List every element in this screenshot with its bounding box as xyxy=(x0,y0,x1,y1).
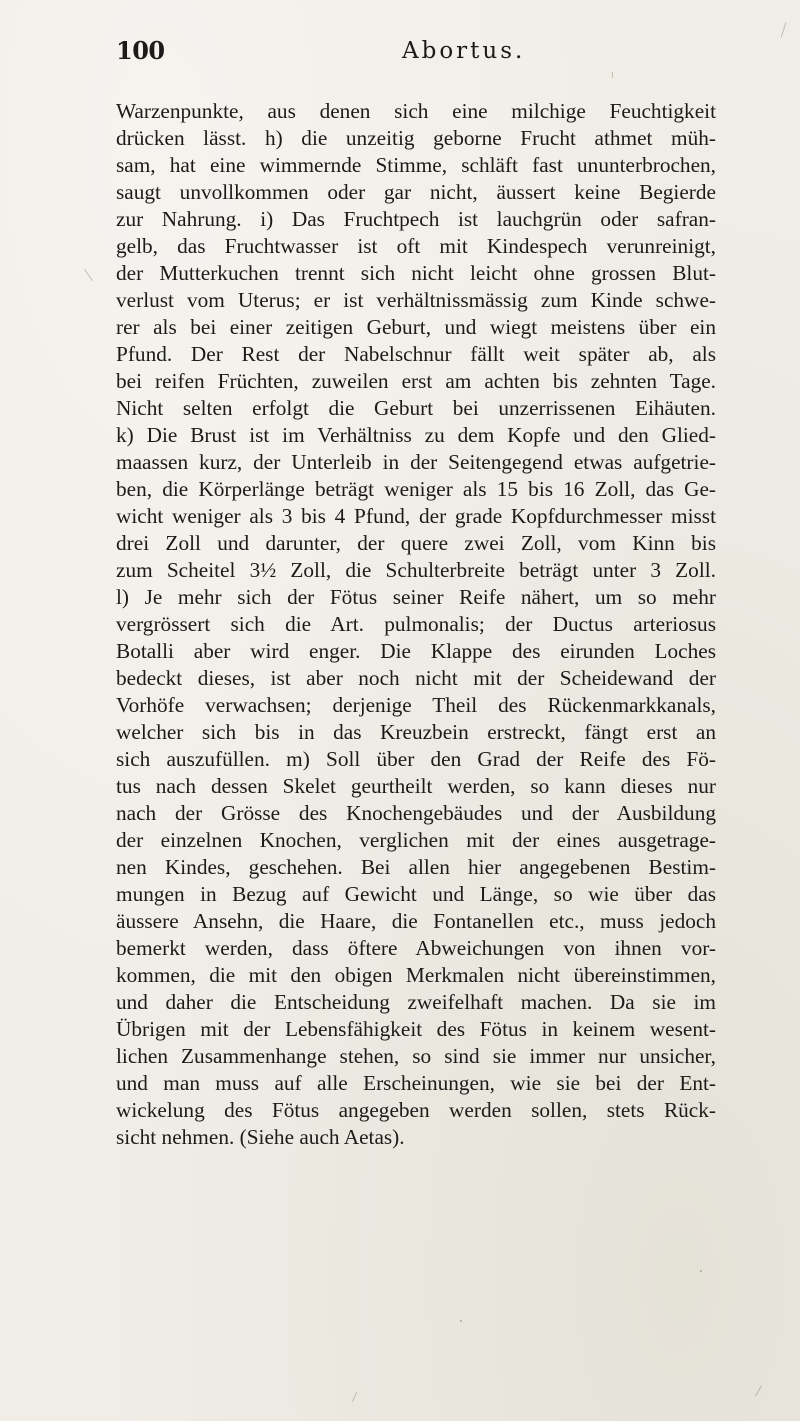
paper-speck xyxy=(84,269,93,281)
text-line: bei reifen Früchten, zuweilen erst am achten bis zehnten Tage. xyxy=(116,369,716,393)
text-line: und daher die Entscheidung zweifelhaft machen. Da sie im xyxy=(116,990,716,1014)
text-line: drei Zoll und darunter, der quere zwei Zoll, vom Kinn bis xyxy=(116,531,716,555)
text-line: zum Scheitel 3½ Zoll, die Schulterbreite beträgt unter 3 Zoll. xyxy=(116,558,716,582)
paper-speck xyxy=(781,22,787,38)
text-line: welcher sich bis in das Kreuzbein erstreckt, fängt erst an xyxy=(116,720,716,744)
running-title: Abortus. xyxy=(402,38,526,64)
text-line: drücken lässt. h) die unzeitig geborne Frucht athmet müh- xyxy=(116,126,716,150)
text-line: Vorhöfe verwachsen; derjenige Theil des Rückenmarkkanals, xyxy=(116,693,716,717)
text-line: sich auszufüllen. m) Soll über den Grad der Reife des Fö- xyxy=(116,747,716,771)
text-line: kommen, die mit den obigen Merkmalen nicht übereinstimmen, xyxy=(116,963,716,987)
text-line: k) Die Brust ist im Verhältniss zu dem Kopfe und den Glied- xyxy=(116,423,716,447)
text-line: wicht weniger als 3 bis 4 Pfund, der grade Kopfdurchmesser misst xyxy=(116,504,716,528)
text-line: lichen Zusammenhange stehen, so sind sie immer nur unsicher, xyxy=(116,1044,716,1068)
body-text xyxy=(116,98,716,1151)
paper-speck xyxy=(755,1386,762,1397)
text-line: verlust vom Uterus; er ist verhältnissmässig zum Kinde schwe- xyxy=(116,288,716,312)
text-line: mungen in Bezug auf Gewicht und Länge, so wie über das xyxy=(116,882,716,906)
text-line: wickelung des Fötus angegeben werden sollen, stets Rück- xyxy=(116,1098,716,1122)
page-header xyxy=(116,36,716,76)
text-line: der einzelnen Knochen, verglichen mit der eines ausgetrage- xyxy=(116,828,716,852)
text-line: maassen kurz, der Unterleib in der Seitengegend etwas aufgetrie- xyxy=(116,450,716,474)
text-line: gelb, das Fruchtwasser ist oft mit Kindespech verunreinigt, xyxy=(116,234,716,258)
text-line: Übrigen mit der Lebensfähigkeit des Fötus in keinem wesent- xyxy=(116,1017,716,1041)
text-line: l) Je mehr sich der Fötus seiner Reife nähert, um so mehr xyxy=(116,585,716,609)
page-number: 100 xyxy=(116,36,165,65)
text-line: vergrössert sich die Art. pulmonalis; der Ductus arteriosus xyxy=(116,612,716,636)
text-line: Botalli aber wird enger. Die Klappe des eirunden Loches xyxy=(116,639,716,663)
text-line: ben, die Körperlänge beträgt weniger als 15 bis 16 Zoll, das Ge- xyxy=(116,477,716,501)
paper-speck xyxy=(460,1320,462,1322)
text-line: bemerkt werden, dass öftere Abweichungen von ihnen vor- xyxy=(116,936,716,960)
paper-speck xyxy=(352,1392,357,1401)
text-line: tus nach dessen Skelet geurtheilt werden, so kann dieses nur xyxy=(116,774,716,798)
text-line: Nicht selten erfolgt die Geburt bei unzerrissenen Eihäuten. xyxy=(116,396,716,420)
text-line: Warzenpunkte, aus denen sich eine milchige Feuchtigkeit xyxy=(116,99,716,123)
text-line: Pfund. Der Rest der Nabelschnur fällt weit später ab, als xyxy=(116,342,716,366)
text-line: rer als bei einer zeitigen Geburt, und wiegt meistens über ein xyxy=(116,315,716,339)
text-line: bedeckt dieses, ist aber noch nicht mit der Scheidewand der xyxy=(116,666,716,690)
text-line: sicht nehmen. (Siehe auch Aetas). xyxy=(116,1125,405,1149)
text-line: nach der Grösse des Knochengebäudes und der Ausbildung xyxy=(116,801,716,825)
text-line: nen Kindes, geschehen. Bei allen hier angegebenen Bestim- xyxy=(116,855,716,879)
text-line: saugt unvollkommen oder gar nicht, äussert keine Begierde xyxy=(116,180,716,204)
text-line: äussere Ansehn, die Haare, die Fontanellen etc., muss jedoch xyxy=(116,909,716,933)
paper-speck xyxy=(700,1270,702,1272)
text-line: zur Nahrung. i) Das Fruchtpech ist lauchgrün oder safran- xyxy=(116,207,716,231)
text-line: der Mutterkuchen trennt sich nicht leicht ohne grossen Blut- xyxy=(116,261,716,285)
text-line: und man muss auf alle Erscheinungen, wie sie bei der Ent- xyxy=(116,1071,716,1095)
paper-speck xyxy=(612,72,613,78)
text-line: sam, hat eine wimmernde Stimme, schläft fast ununterbrochen, xyxy=(116,153,716,177)
